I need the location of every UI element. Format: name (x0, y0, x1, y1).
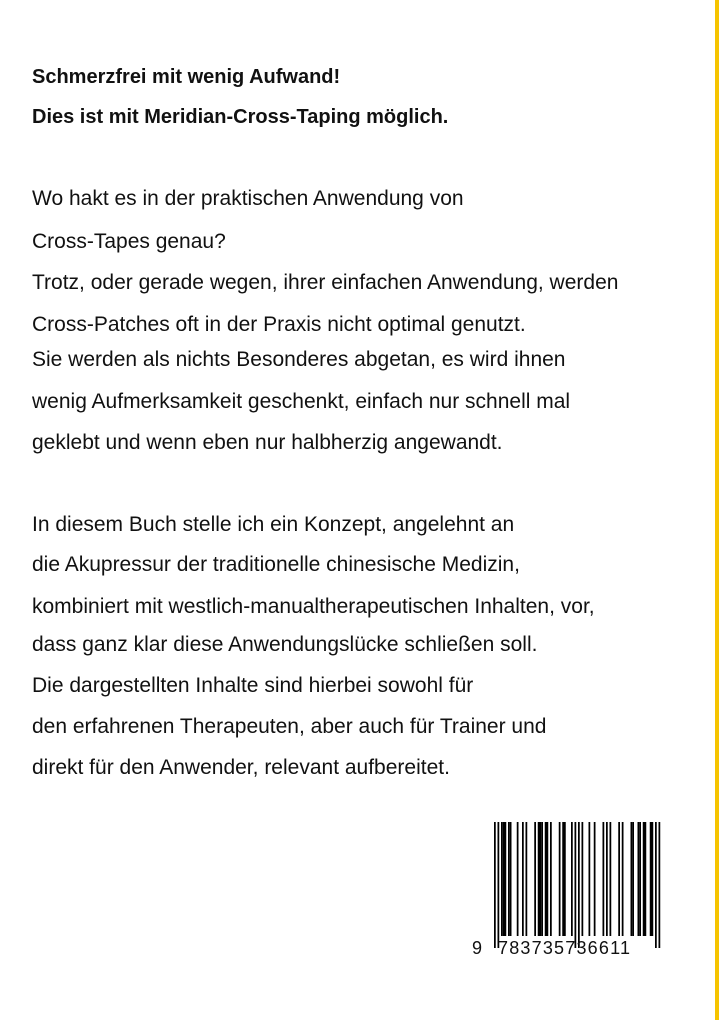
barcode-guard-bar (578, 822, 580, 948)
barcode-bar (622, 822, 624, 936)
barcode-bar (632, 822, 634, 936)
paragraph-1-line: wenig Aufmerksamkeit geschenkt, einfach nur schnell mal (32, 390, 571, 413)
barcode-bar (508, 822, 510, 936)
barcode-first-digit: 9 (472, 938, 484, 958)
barcode-guard-bar (655, 822, 657, 948)
barcode-bar (603, 822, 605, 936)
barcode-bar (562, 822, 564, 936)
barcode-bar (571, 822, 573, 936)
paragraph-1-line: geklebt und wenn eben nur halbherzig angewandt. (32, 431, 503, 454)
paragraph-2-line: dass ganz klar diese Anwendungslücke schließen soll. (32, 633, 538, 656)
barcode-bar (540, 822, 542, 936)
barcode-bar (610, 822, 612, 936)
paragraph-1-line: Trotz, oder gerade wegen, ihrer einfachen Anwendung, werden (32, 271, 619, 294)
barcode-bar (650, 822, 652, 936)
barcode-bar (547, 822, 549, 936)
barcode-bar (594, 822, 596, 936)
barcode-bar (550, 822, 552, 936)
barcode-bar (526, 822, 528, 936)
barcode-bar (638, 822, 640, 936)
barcode-bar (643, 822, 645, 936)
barcode-bar (538, 822, 540, 936)
paragraph-1-line: Wo hakt es in der praktischen Anwendung von (32, 187, 464, 210)
barcode-bar (606, 822, 608, 936)
barcode-bar (501, 822, 503, 936)
paragraph-2-line: direkt für den Anwender, relevant aufbereitet. (32, 756, 450, 779)
headline-line-2: Dies ist mit Meridian-Cross-Taping möglich. (32, 106, 449, 128)
paragraph-1-line: Cross-Patches oft in der Praxis nicht optimal genutzt. (32, 313, 526, 336)
barcode-bar (559, 822, 561, 936)
barcode-bar (564, 822, 566, 936)
barcode-bar (510, 822, 512, 936)
isbn-barcode (468, 822, 668, 962)
barcode-digit-group: 783735736611 (498, 938, 632, 958)
barcode-guard-bar (575, 822, 577, 948)
barcode-guard-bar (498, 822, 500, 948)
barcode-bar (645, 822, 647, 936)
paragraph-2-line: kombiniert mit westlich-manualtherapeutischen Inhalten, vor, (32, 595, 595, 618)
spine-edge-stripe (715, 0, 719, 1020)
barcode-bar (582, 822, 584, 936)
barcode-bar (505, 822, 507, 936)
paragraph-1-line: Cross-Tapes genau? (32, 230, 226, 253)
barcode-bar (534, 822, 536, 936)
barcode-guard-bar (659, 822, 661, 948)
barcode-bar (652, 822, 654, 936)
barcode-bar (631, 822, 633, 936)
paragraph-2-line: die Akupressur der traditionelle chinesische Medizin, (32, 553, 520, 576)
paragraph-2-line: In diesem Buch stelle ich ein Konzept, angelehnt an (32, 513, 515, 536)
barcode-bar (503, 822, 505, 936)
barcode-bar (545, 822, 547, 936)
barcode-bar (522, 822, 524, 936)
paragraph-2-line: Die dargestellten Inhalte sind hierbei sowohl für (32, 674, 474, 697)
barcode-guard-bar (494, 822, 496, 948)
barcode-bar (639, 822, 641, 936)
barcode-bar (541, 822, 543, 936)
barcode-bar (517, 822, 519, 936)
paragraph-1-line: Sie werden als nichts Besonderes abgetan, es wird ihnen (32, 348, 566, 371)
barcode-bar (618, 822, 620, 936)
headline-line-1: Schmerzfrei mit wenig Aufwand! (32, 66, 341, 88)
barcode-bar (589, 822, 591, 936)
paragraph-2-line: den erfahrenen Therapeuten, aber auch für Trainer und (32, 715, 547, 738)
